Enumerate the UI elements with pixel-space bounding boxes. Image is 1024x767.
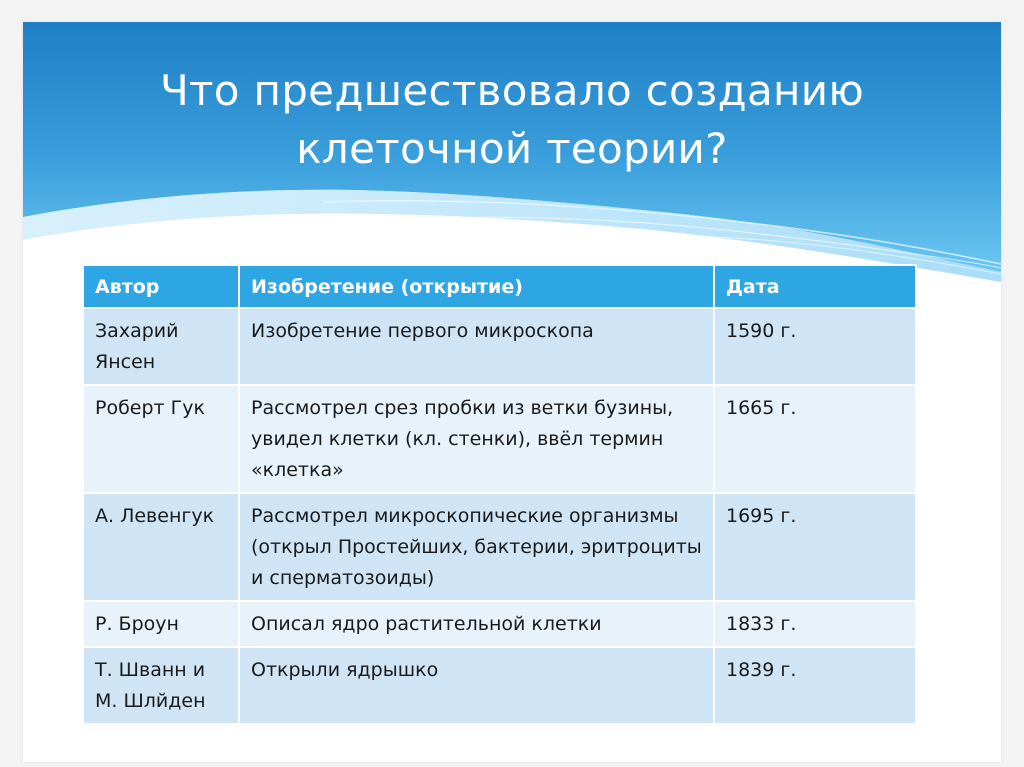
author-cell: А. Левенгук [83,493,239,601]
discovery-cell: Изобретение первого микроскопа [239,308,714,385]
discovery-cell: Описал ядро растительной клетки [239,601,714,647]
table-header-row [83,265,916,308]
table-row [83,601,916,647]
slide-title [23,62,1001,178]
date-cell: 1695 г. [714,493,916,601]
discoveries-table [82,264,917,725]
slide-title-line-2: клеточной теории? [296,124,728,173]
table-row [83,493,916,601]
column-header-discovery: Изобретение (открытие) [239,265,714,308]
slide-title-line-1: Что предшествовало созданию [159,66,865,115]
table-row [83,385,916,493]
author-cell: Т. Шванн и М. Шлйден [83,647,239,724]
date-cell: 1665 г. [714,385,916,493]
author-cell: Р. Броун [83,601,239,647]
column-header-date: Дата [714,265,916,308]
discovery-cell: Рассмотрел микроскопические организмы (открыл Простейших, бактерии, эритроциты и сперматозоиды) [239,493,714,601]
date-cell: 1590 г. [714,308,916,385]
discovery-cell: Рассмотрел срез пробки из ветки бузины, увидел клетки (кл. стенки), ввёл термин «клетка» [239,385,714,493]
table-row [83,308,916,385]
author-cell: Роберт Гук [83,385,239,493]
column-header-author: Автор [83,265,239,308]
date-cell: 1839 г. [714,647,916,724]
author-cell: Захарий Янсен [83,308,239,385]
table-row [83,647,916,724]
slide [23,22,1001,762]
discovery-cell: Открыли ядрышко [239,647,714,724]
date-cell: 1833 г. [714,601,916,647]
